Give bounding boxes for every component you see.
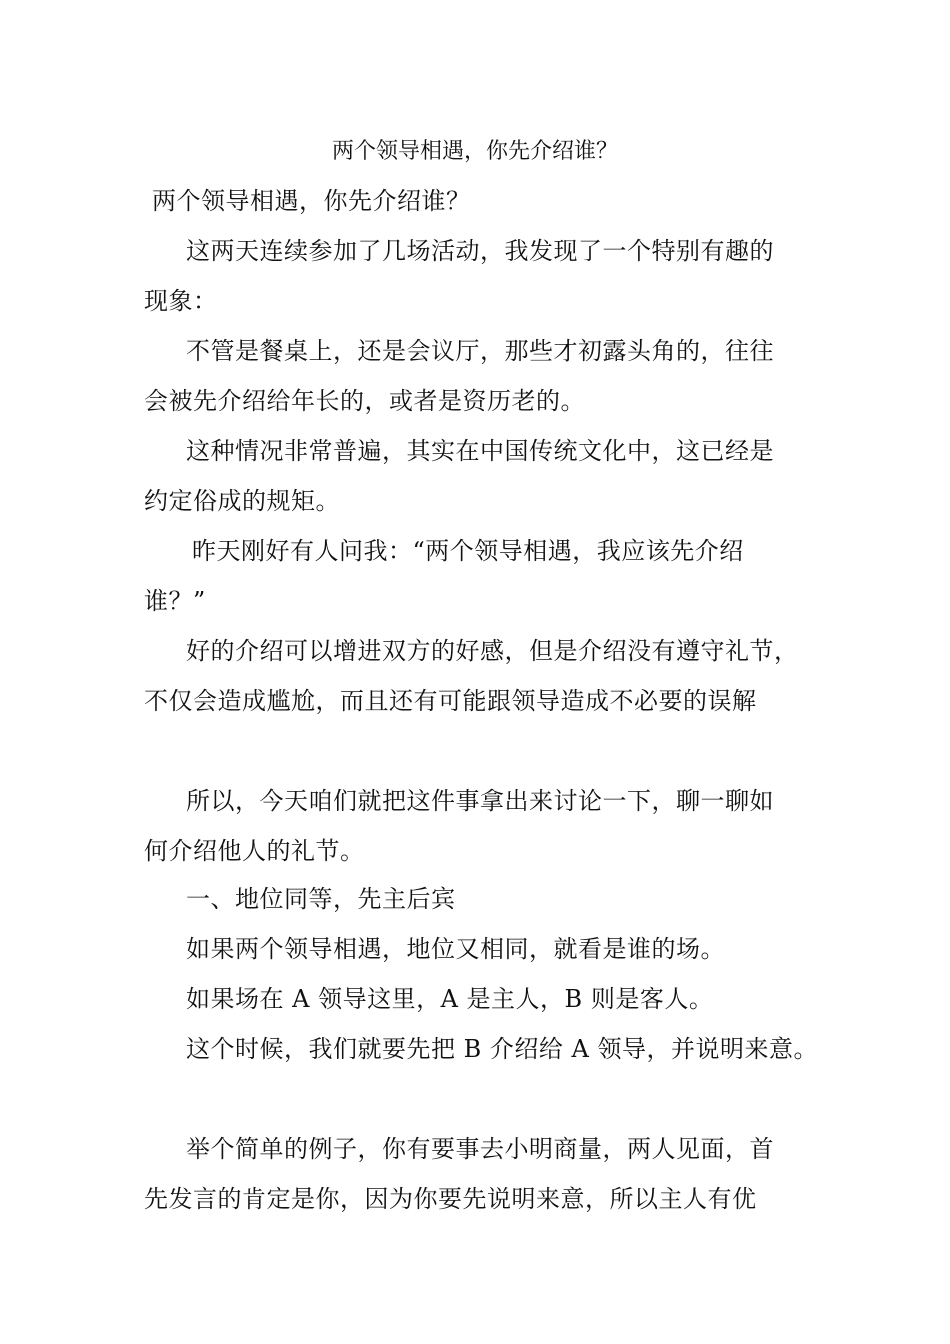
paragraph-line: 好的介绍可以增进双方的好感，但是介绍没有遵守礼节， bbox=[186, 637, 799, 665]
paragraph-line: 谁？” bbox=[144, 587, 206, 615]
paragraph-line: 不管是餐桌上，还是会议厅，那些才初露头角的，往往 bbox=[186, 337, 774, 365]
paragraph-line: 所以，今天咱们就把这件事拿出来讨论一下，聊一聊如 bbox=[186, 787, 774, 815]
paragraph-line: 如果两个领导相遇，地位又相同，就看是谁的场。 bbox=[186, 935, 725, 963]
paragraph-line: 约定俗成的规矩。 bbox=[144, 487, 340, 515]
page-title: 两个领导相遇，你先介绍谁？ bbox=[331, 139, 618, 164]
paragraph-line: 不仅会造成尴尬，而且还有可能跟领导造成不必要的误解 bbox=[144, 687, 757, 715]
paragraph-line: 如果场在 A 领导这里，A 是主人，B 则是客人。 bbox=[186, 985, 714, 1013]
section-heading: 一、地位同等，先主后宾 bbox=[186, 885, 456, 913]
paragraph-line: 这两天连续参加了几场活动，我发现了一个特别有趣的 bbox=[186, 237, 774, 265]
paragraph-line: 会被先介绍给年长的，或者是资历老的。 bbox=[144, 387, 585, 415]
paragraph-line: 举个简单的例子，你有要事去小明商量，两人见面，首 bbox=[186, 1135, 774, 1163]
paragraph-line: 先发言的肯定是你，因为你要先说明来意，所以主人有优 bbox=[144, 1185, 757, 1213]
paragraph-line: 现象： bbox=[144, 287, 218, 315]
paragraph-line: 昨天刚好有人问我：“两个领导相遇，我应该先介绍 bbox=[192, 537, 744, 565]
paragraph-line: 何介绍他人的礼节。 bbox=[144, 837, 365, 865]
paragraph-line: 这个时候，我们就要先把 B 介绍给 A 领导，并说明来意。 bbox=[186, 1035, 818, 1063]
paragraph-line: 这种情况非常普遍，其实在中国传统文化中，这已经是 bbox=[186, 437, 774, 465]
document-subtitle: 两个领导相遇，你先介绍谁？ bbox=[152, 187, 471, 215]
